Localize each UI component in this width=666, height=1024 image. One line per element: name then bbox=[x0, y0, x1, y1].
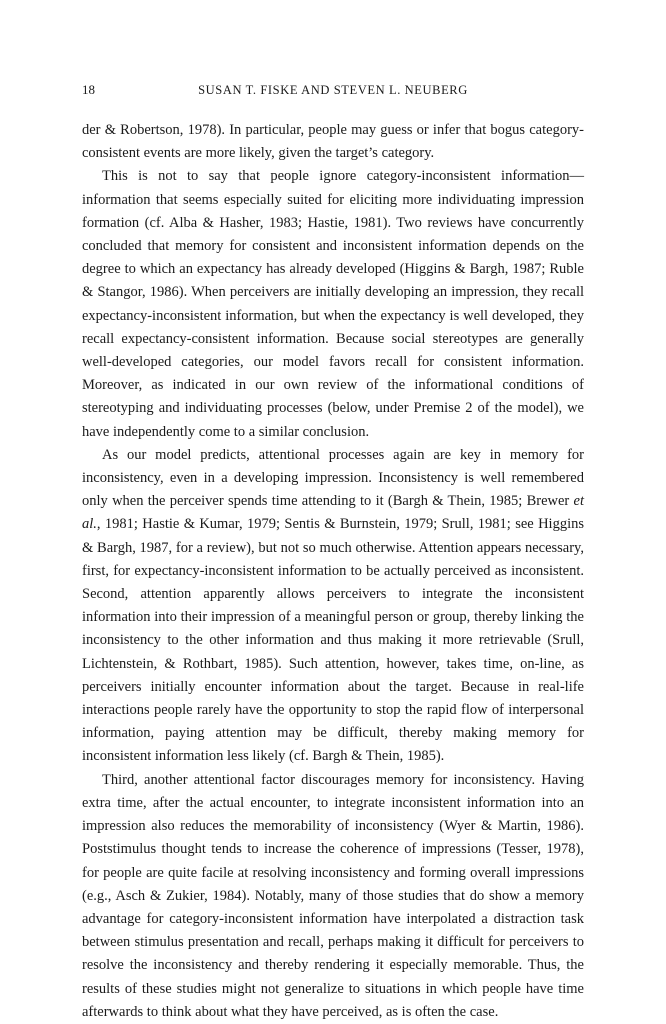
paragraph-2: This is not to say that people ignore category-inconsistent information—information that seems especially suited for eliciting more individuating impression formation (cf. Alba & Hasher, 1983; Hastie, 1981). Two reviews have concurrently concluded that memory for consistent and inconsistent information depends on the degree to which an expectancy has already developed (Higgins & Bargh, 1987; Ruble & Stangor, 1986). When perceivers are initially developing an impression, they recall expectancy-inconsistent information, but when the expectancy is well developed, they recall expectancy-consistent information. Because social stereotypes are generally well-developed categories, our model favors recall for consistent information. Moreover, as indicated in our own review of the informational conditions of stereotyping and individuating processes (below, under Premise 2 of the model), we have independently come to a similar conclusion. bbox=[82, 168, 584, 440]
paragraph-1: der & Robertson, 1978). In particular, people may guess or infer that bogus category-consistent events are more likely, given the target’s category. bbox=[82, 122, 584, 162]
page-number: 18 bbox=[82, 82, 95, 97]
running-title: SUSAN T. FISKE AND STEVEN L. NEUBERG bbox=[198, 83, 468, 97]
body-text bbox=[82, 119, 584, 1024]
running-head bbox=[82, 80, 584, 100]
paragraph-4: Third, another attentional factor discourages memory for inconsistency. Having extra time, after the actual encounter, to integrate inconsistent information into an impression also reduces the memorability of inconsistency (Wyer & Martin, 1986). Poststimulus thought tends to increase the coherence of impressions (Tesser, 1978), for people are quite facile at resolving inconsistency and forming overall impressions (e.g., Asch & Zukier, 1984). Notably, many of those studies that do show a memory advantage for category-inconsistent information have interpolated a distraction task between stimulus presentation and recall, perhaps making it difficult for perceivers to resolve the inconsistency and thereby rendering it especially memorable. Thus, the results of these studies might not generalize to situations in which people have time afterwards to think about what they have perceived, as is often the case. bbox=[82, 771, 584, 1020]
paragraph-3-italic-et-al: et al. bbox=[82, 493, 584, 533]
paragraph-3-text-before: As our model predicts, attentional processes again are key in memory for inconsistency, even in a developing impression. Inconsistency is well remembered only when the perceiver spends time attending to it (Bargh & Thein, 1985; Brewer bbox=[82, 446, 584, 510]
paragraph-3 bbox=[82, 444, 584, 769]
paragraph-3-text-after: , 1981; Hastie & Kumar, 1979; Sentis & Burnstein, 1979; Srull, 1981; see Higgins & Bargh, 1987, for a review), but not so much otherwise. Attention appears necessary, first, for expectancy-inconsistent information to be actually perceived as inconsistent. Second, attention apparently allows perceivers to integrate the inconsistent information into their impression of a meaningful person or group, thereby linking the inconsistency to the other information and thus making it more retrievable (Srull, Lichtenstein, & Rothbart, 1985). Such attention, however, takes time, on-line, as perceivers initially encounter information about the target. Because in real-life interactions people rarely have the opportunity to stop the rapid flow of interpersonal information, paying attention may be difficult, thereby making memory for inconsistent information less likely (cf. Bargh & Thein, 1985). bbox=[82, 516, 584, 765]
